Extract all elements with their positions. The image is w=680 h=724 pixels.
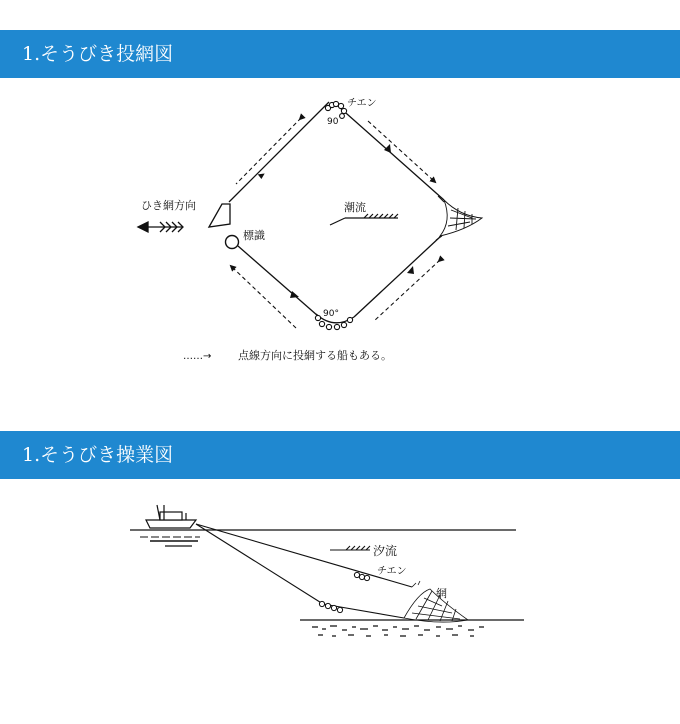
net-label: 網 — [436, 587, 447, 600]
current-arrow-icon — [330, 214, 398, 225]
sea-floor — [300, 620, 524, 636]
legend — [183, 348, 392, 362]
chain-label-top: チエン — [347, 98, 377, 109]
water-surface — [130, 530, 516, 546]
angle-bottom-label: 90° — [323, 309, 339, 319]
section2-header — [0, 431, 680, 479]
chain-label: チエン — [377, 566, 407, 577]
angle-top-label: 90 — [327, 117, 339, 127]
buoy-icon — [226, 236, 239, 249]
operation-diagram — [0, 479, 680, 679]
boat-icon — [209, 204, 230, 227]
net-icon — [436, 196, 482, 240]
casting-diagram — [0, 78, 680, 388]
legend-arrow-icon: ……→ — [183, 351, 212, 362]
section1-header — [0, 30, 680, 78]
dashed-alternative-lines — [232, 118, 440, 328]
current-label: 潮流 — [344, 201, 366, 214]
ship-icon — [146, 505, 196, 528]
current-arrow-icon — [330, 546, 370, 550]
haul-direction-arrow-icon — [138, 222, 183, 232]
rope-arrows — [258, 144, 414, 298]
current-label: 汐流 — [373, 544, 398, 558]
buoy-label: 標識 — [243, 229, 265, 242]
haul-direction-label: ひき網方向 — [141, 199, 196, 212]
section1-title: 1.そうびき投網図 — [22, 43, 174, 65]
section2-title: 1.そうびき操業図 — [22, 444, 174, 466]
legend-text: 点線方向に投網する船もある。 — [238, 349, 392, 362]
rope-path — [229, 102, 444, 323]
chain-top — [325, 101, 346, 118]
